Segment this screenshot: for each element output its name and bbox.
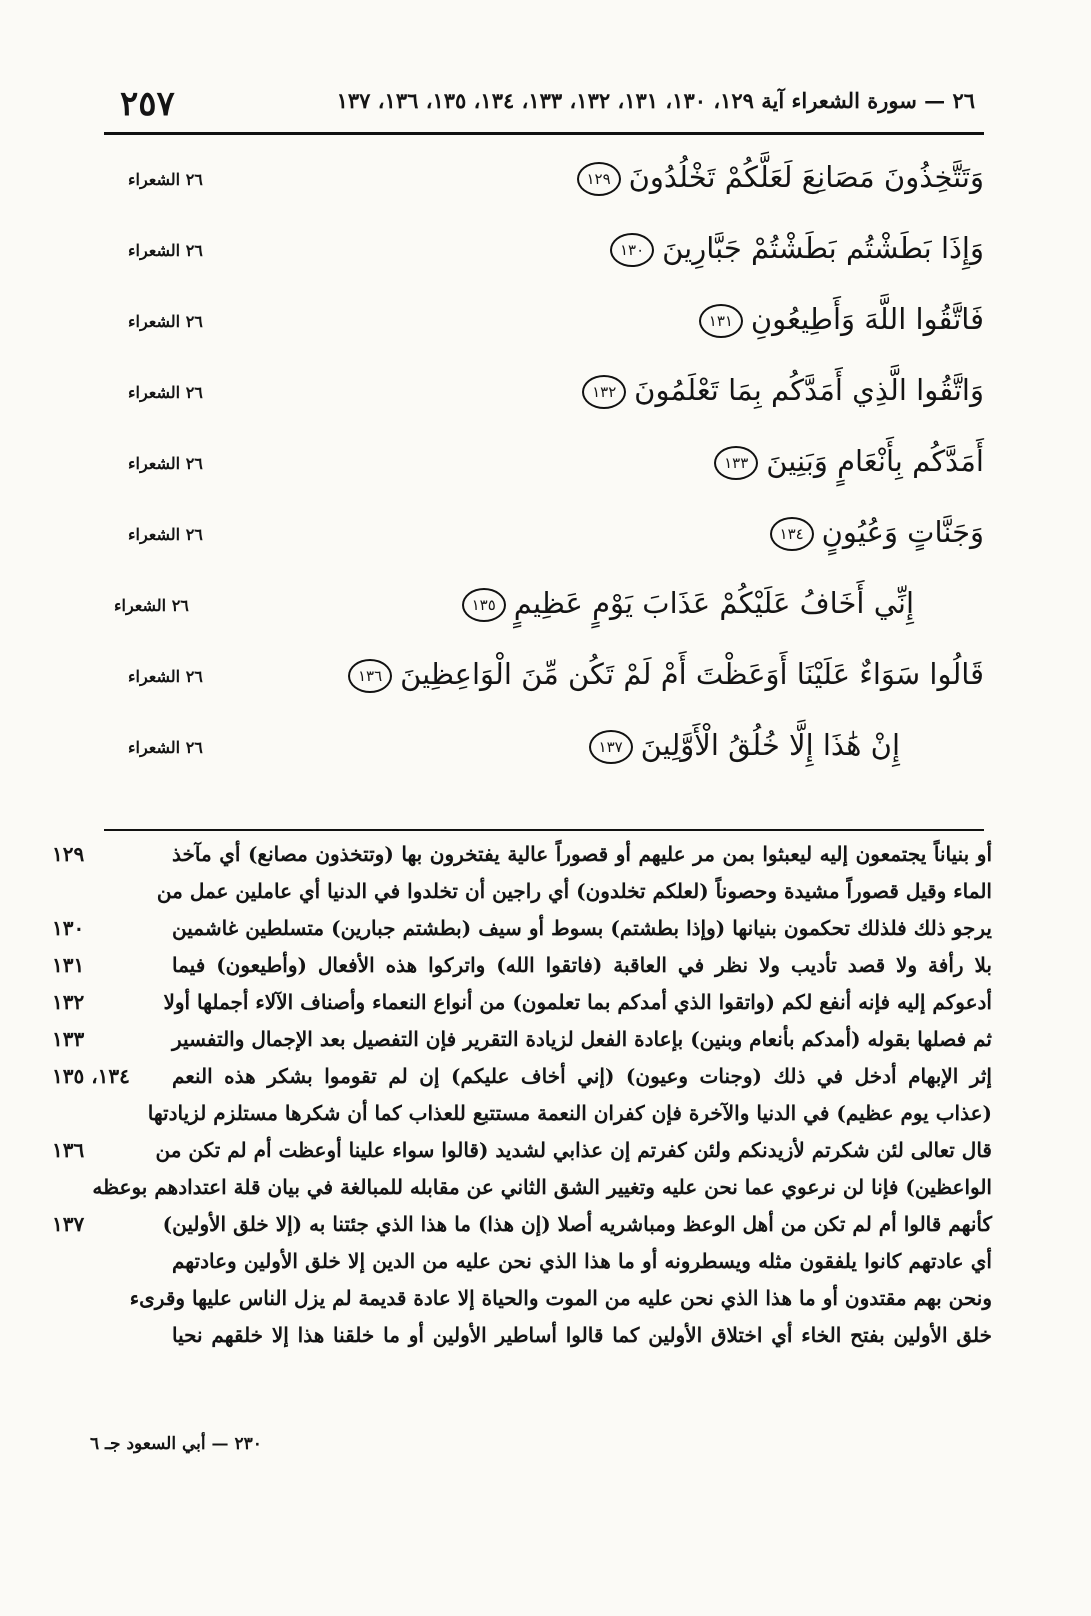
commentary-text: خلق الأولين بفتح الخاء أي اختلاق الأولين كما قالوا أساطير الأولين أو ما خلقنا هذا إلا خلقهم نحيا bbox=[172, 1323, 992, 1347]
commentary-divider bbox=[104, 829, 984, 831]
commentary-line bbox=[52, 1208, 992, 1245]
commentary-line bbox=[52, 875, 992, 912]
commentary-text: الماء وقيل قصوراً مشيدة وحصوناً (لعلكم تخلدون) أي راجين أن تخلدوا في الدنيا أي عاملين عمل من bbox=[156, 879, 992, 903]
commentary-block bbox=[52, 838, 992, 1356]
commentary-verse-number: ١٢٩ bbox=[52, 842, 85, 866]
commentary-text: قال تعالى لئن شكرتم لأزيدنكم ولئن كفرتم إن عذابي لشديد (قالوا سواء علينا أوعظت أم لم تكن من bbox=[155, 1138, 992, 1162]
verse-line bbox=[104, 290, 984, 361]
commentary-text: يرجو ذلك فلذلك تحكمون بنيانها (وإذا بطشتم) بسوط أو سيف (بطشتم جبارين) متسلطين غاشمين bbox=[172, 916, 992, 940]
verse-line bbox=[104, 219, 984, 290]
verse-text: إِنْ هَٰذَا إِلَّا خُلُقُ الْأَوَّلِينَ bbox=[640, 728, 900, 762]
verse-text-wrap bbox=[364, 160, 984, 196]
commentary-line bbox=[52, 1282, 992, 1319]
verse-text: أَمَدَّكُم بِأَنْعَامٍ وَبَنِينَ bbox=[766, 444, 984, 478]
verse-line bbox=[104, 432, 984, 503]
running-title: ٢٦ — سورة الشعراء آية ١٢٩، ١٣٠، ١٣١، ١٣٢، ١٣٣، ١٣٤، ١٣٥، ١٣٦، ١٣٧ bbox=[336, 88, 975, 113]
verse-list bbox=[104, 148, 984, 787]
verse-text: وَاتَّقُوا الَّذِي أَمَدَّكُم بِمَا تَعْلَمُونَ bbox=[634, 373, 984, 407]
verse-number-medallion: ١٣١ bbox=[699, 304, 743, 338]
commentary-verse-number: ١٣١ bbox=[52, 953, 85, 977]
commentary-line bbox=[52, 1097, 992, 1134]
commentary-line bbox=[52, 1319, 992, 1356]
surah-reference: ٢٦ الشعراء bbox=[128, 738, 203, 757]
verse-line bbox=[104, 716, 984, 787]
header-rule bbox=[104, 132, 984, 135]
commentary-text: (عذاب يوم عظيم) في الدنيا والآخرة فإن كفران النعمة مستتبع للعذاب كما أن شكرها مستلزم لزيادتها bbox=[147, 1101, 992, 1125]
verse-number-medallion: ١٣٦ bbox=[348, 659, 392, 693]
verse-text: فَاتَّقُوا اللَّهَ وَأَطِيعُونِ bbox=[750, 302, 984, 336]
commentary-line bbox=[52, 1060, 992, 1097]
surah-reference: ٢٦ الشعراء bbox=[114, 596, 189, 615]
commentary-text: بلا رأفة ولا قصد تأديب ولا نظر في العاقبة (فاتقوا الله) واتركوا هذه الأفعال (وأطيعون) فيما bbox=[172, 953, 992, 977]
verse-text: وَتَتَّخِذُونَ مَصَانِعَ لَعَلَّكُمْ تَخْلُدُونَ bbox=[628, 160, 984, 194]
commentary-verse-number: ١٣٧ bbox=[52, 1212, 85, 1236]
surah-reference: ٢٦ الشعراء bbox=[128, 667, 203, 686]
verse-line bbox=[104, 574, 984, 645]
commentary-line bbox=[52, 1134, 992, 1171]
commentary-text: أي عادتهم كانوا يلفقون مثله ويسطرونه أو ما هذا الذي نحن عليه من الدين إلا خلق الأولين وعادتهم bbox=[172, 1249, 992, 1273]
verse-text-wrap bbox=[280, 728, 900, 764]
verse-number-medallion: ١٢٩ bbox=[577, 162, 621, 196]
surah-reference: ٢٦ الشعراء bbox=[128, 525, 203, 544]
commentary-text: ونحن بهم مقتدون أو ما هذا الذي نحن عليه من الموت والحياة إلا عادة قديمة لم يزل الناس عليها وقرىء bbox=[129, 1286, 992, 1310]
surah-reference: ٢٦ الشعراء bbox=[128, 383, 203, 402]
verse-number-medallion: ١٣٣ bbox=[714, 446, 758, 480]
commentary-text: ثم فصلها بقوله (أمدكم بأنعام وبنين) بإعادة الفعل لزيادة التقرير فإن التفصيل بعد الإجمال والتفسير bbox=[172, 1027, 992, 1051]
commentary-verse-number: ١٣٦ bbox=[52, 1138, 85, 1162]
surah-reference: ٢٦ الشعراء bbox=[128, 454, 203, 473]
commentary-line bbox=[52, 949, 992, 986]
verse-text: وَإِذَا بَطَشْتُم بَطَشْتُمْ جَبَّارِينَ bbox=[662, 231, 984, 265]
page-footer-signature: ٢٣٠ — أبي السعود جـ ٦ bbox=[90, 1434, 262, 1454]
verse-text-wrap bbox=[364, 444, 984, 480]
verse-line bbox=[104, 503, 984, 574]
commentary-line bbox=[52, 912, 992, 949]
surah-reference: ٢٦ الشعراء bbox=[128, 241, 203, 260]
verse-line bbox=[104, 361, 984, 432]
surah-reference: ٢٦ الشعراء bbox=[128, 170, 203, 189]
commentary-verse-number: ١٣٣ bbox=[52, 1027, 85, 1051]
commentary-verse-number: ١٣٤، ١٣٥ bbox=[52, 1064, 130, 1088]
verse-text-wrap bbox=[364, 231, 984, 267]
verse-text: إِنِّي أَخَافُ عَلَيْكُمْ عَذَابَ يَوْمٍ عَظِيمٍ bbox=[513, 586, 914, 620]
verse-line bbox=[104, 148, 984, 219]
verse-text-wrap bbox=[364, 373, 984, 409]
commentary-verse-number: ١٣٠ bbox=[52, 916, 85, 940]
verse-number-medallion: ١٣٢ bbox=[582, 375, 626, 409]
verse-text-wrap bbox=[364, 302, 984, 338]
commentary-text: أو بنياناً يجتمعون إليه ليعبثوا بمن مر عليهم أو قصوراً عالية يفتخرون بها (وتتخذون مصانع) أي مآخذ bbox=[172, 842, 992, 866]
commentary-text: إثر الإبهام أدخل في ذلك (وجنات وعيون) (إني أخاف عليكم) إن لم تقوموا بشكر هذه النعم bbox=[172, 1064, 992, 1088]
verse-text: قَالُوا سَوَاءٌ عَلَيْنَا أَوَعَظْتَ أَمْ لَمْ تَكُن مِّنَ الْوَاعِظِينَ bbox=[400, 657, 984, 691]
commentary-text: الواعظين) فإنا لن نرعوي عما نحن عليه وتغيير الشق الثاني عن مقابله للمبالغة في بيان قلة اعتدادهم بوعظه bbox=[92, 1175, 992, 1199]
commentary-line bbox=[52, 1245, 992, 1282]
commentary-text: كأنهم قالوا أم لم تكن من أهل الوعظ ومباشريه أصلا (إن هذا) ما هذا الذي جئتنا به (إلا خلق الأولين) bbox=[162, 1212, 992, 1236]
commentary-text: أدعوكم إليه فإنه أنفع لكم (واتقوا الذي أمدكم بما تعلمون) من أنواع النعماء وأصناف الآلاء أجملها أولا bbox=[163, 990, 992, 1014]
verse-text-wrap bbox=[294, 586, 914, 622]
commentary-line bbox=[52, 838, 992, 875]
verse-text-wrap bbox=[364, 515, 984, 551]
page-header bbox=[120, 84, 975, 128]
verse-number-medallion: ١٣٧ bbox=[589, 730, 633, 764]
commentary-line bbox=[52, 986, 992, 1023]
commentary-verse-number: ١٣٢ bbox=[52, 990, 85, 1014]
verse-text-wrap bbox=[357, 657, 984, 693]
surah-reference: ٢٦ الشعراء bbox=[128, 312, 203, 331]
verse-line bbox=[104, 645, 984, 716]
commentary-line bbox=[52, 1023, 992, 1060]
verse-number-medallion: ١٣٥ bbox=[462, 588, 506, 622]
page-number: ٢٥٧ bbox=[120, 84, 175, 124]
commentary-line bbox=[52, 1171, 992, 1208]
verse-text: وَجَنَّاتٍ وَعُيُونٍ bbox=[821, 515, 984, 549]
verse-number-medallion: ١٣٠ bbox=[610, 233, 654, 267]
verse-number-medallion: ١٣٤ bbox=[770, 517, 814, 551]
